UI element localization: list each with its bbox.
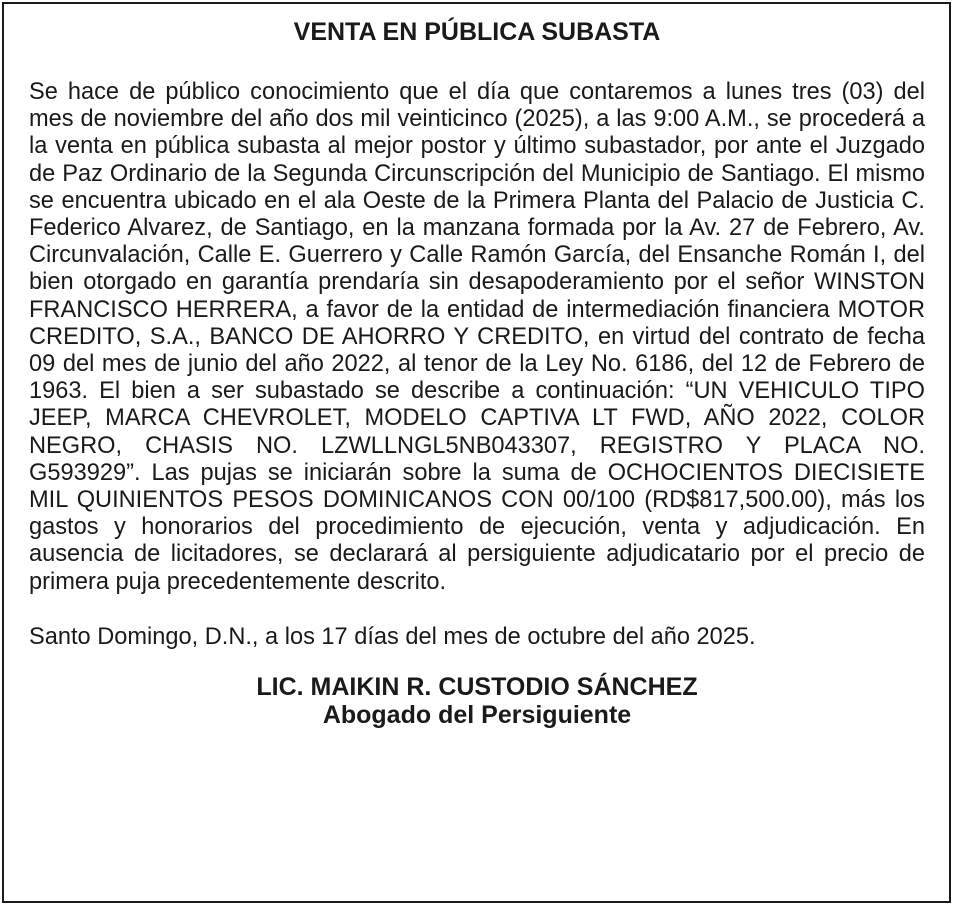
signatory-name: LIC. MAIKIN R. CUSTODIO SÁNCHEZ	[256, 672, 698, 701]
notice-title: VENTA EN PÚBLICA SUBASTA	[293, 18, 661, 46]
signature-block	[29, 673, 925, 729]
signatory-role: Abogado del Persiguiente	[322, 700, 632, 729]
notice-content	[29, 4, 925, 729]
notice-body: Se hace de público conocimiento que el día que contaremos a lunes tres (03) del mes de noviembre del año dos mil veinticinco (2025), a las 9:00 A.M., se procederá a la venta en pública subasta al mejor postor y último subastador, por ante el Juzgado de Paz Ordinario de la Segunda Circunscripción del Municipio de Santiago. El mismo se encuentra ubicado en el ala Oeste de la Primera Planta del Palacio de Justicia C. Federico Alvarez, de Santiago, en la manzana formada por la Av. 27 de Febrero, Av. Circunvalación, Calle E. Guerrero y Calle Ramón García, del Ensanche Román I, del bien otorgado en garantía prendaría sin desapoderamiento por el señor WINSTON FRANCISCO HERRERA, a favor de la entidad de intermediación financiera MOTOR CREDITO, S.A., BANCO DE AHORRO Y CREDITO, en virtud del contrato de fecha 09 del mes de junio del año 2022, al tenor de la Ley No. 6186, del 12 de Febrero de 1963. El bien a ser subastado se describe a continuación: “UN VEHICULO TIPO JEEP, MARCA CHEVROLET, MODELO CAPTIVA LT FWD, AÑO 2022, COLOR NEGRO, CHASIS NO. LZWLLNGL5NB043307, REGISTRO Y PLACA NO. G593929”. Las pujas se iniciarán sobre la suma de OCHOCIENTOS DIECISIETE MIL QUINIENTOS PESOS DOMINICANOS CON 00/100 (RD$817,500.00), más los gastos y honorarios del procedimiento de ejecución, venta y adjudicación. En ausencia de licitadores, se declarará al persiguiente adjudicatario por el precio de primera puja precedentemente descrito.	[29, 79, 925, 595]
notice-date-line: Santo Domingo, D.N., a los 17 días del mes de octubre del año 2025.	[29, 623, 756, 650]
notice-frame	[2, 2, 951, 903]
